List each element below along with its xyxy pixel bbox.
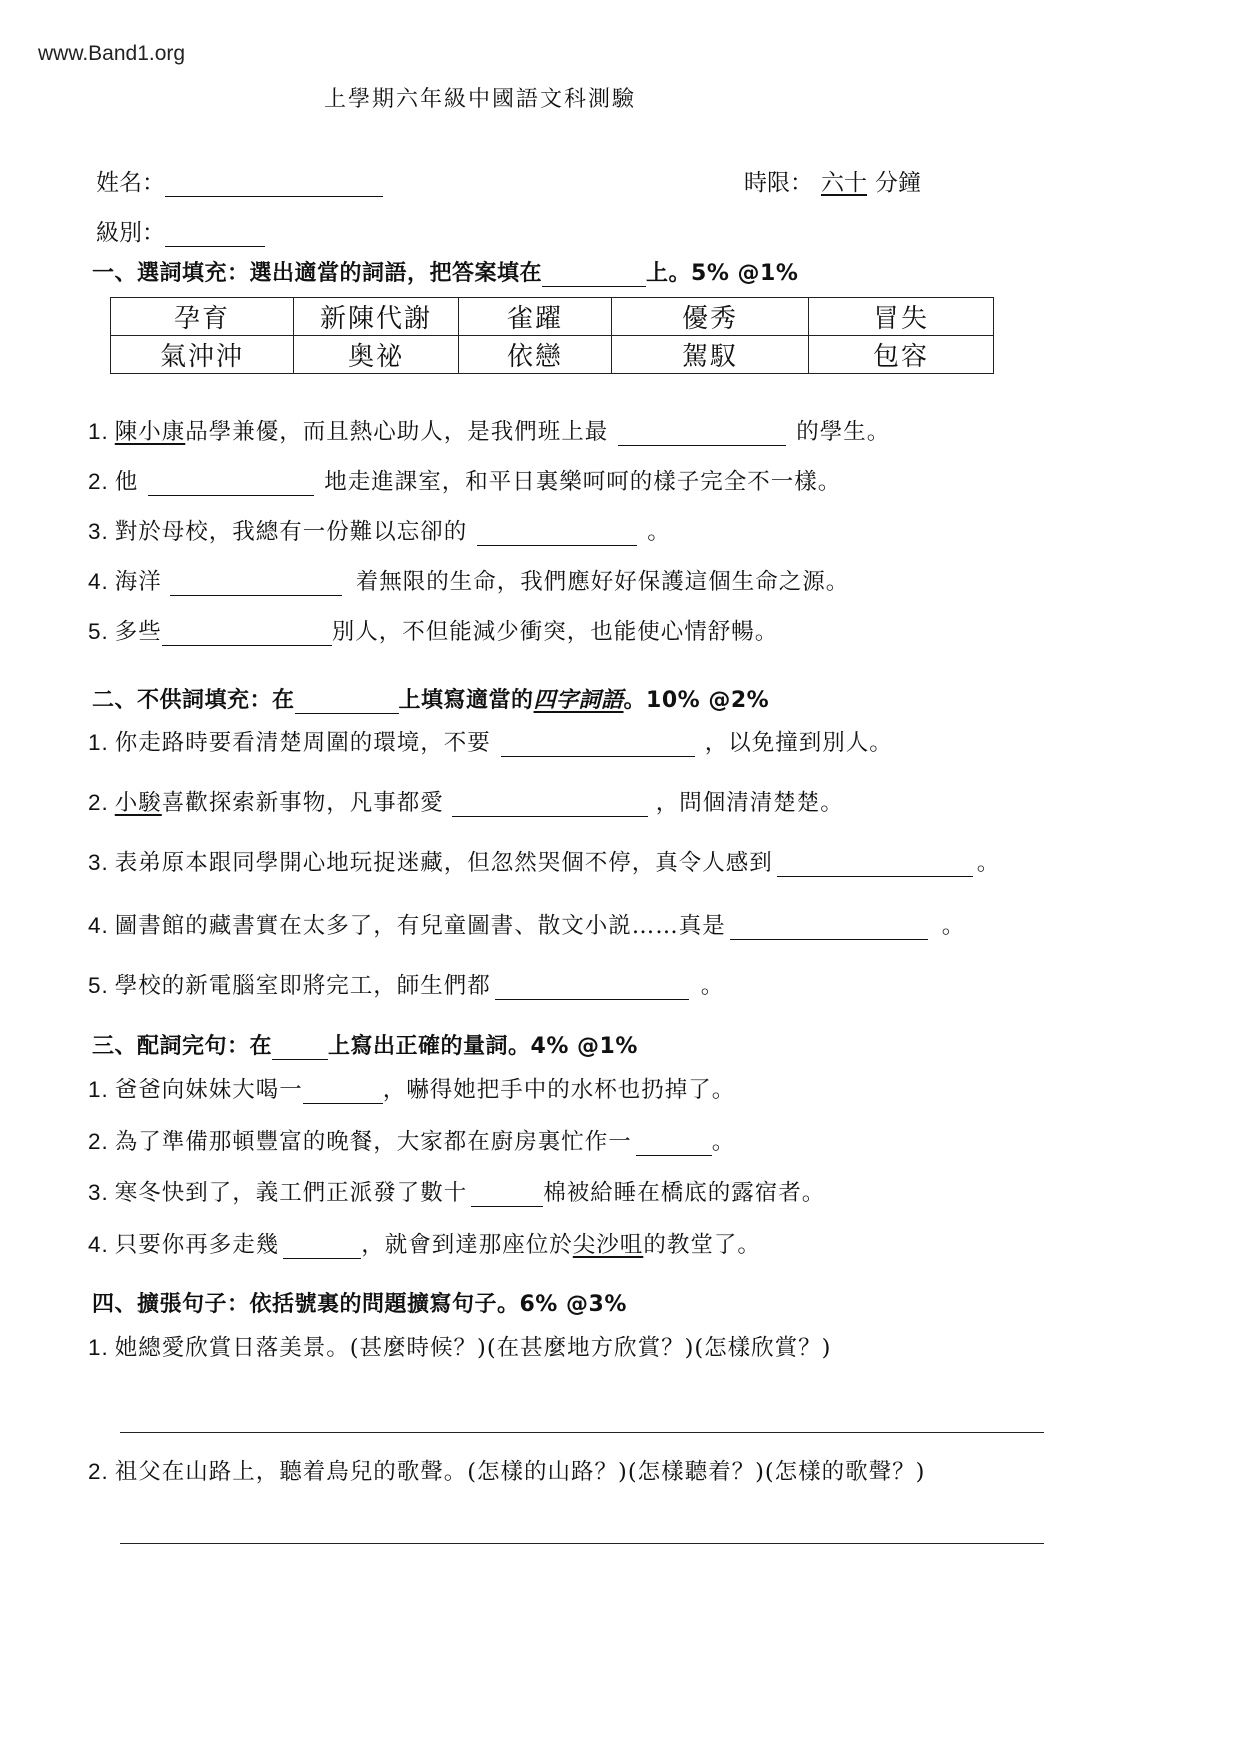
question-text: 表弟原本跟同學開心地玩捉迷藏，但忽然哭個不停，真令人感到	[114, 850, 773, 876]
question-text: 他	[114, 469, 139, 495]
question-text: 喜歡探索新事物，凡事都愛	[161, 790, 444, 816]
question-text: ，嚇得她把手中的水杯也扔掉了。	[382, 1077, 736, 1103]
word-cell: 奥祕	[294, 336, 459, 374]
time-limit	[744, 164, 921, 197]
word-cell: 氣沖沖	[111, 336, 294, 374]
question-number: 4.	[88, 569, 109, 594]
question-text: 的教堂了。	[643, 1232, 761, 1258]
section2-heading-text: 上填寫適當的	[398, 688, 534, 713]
question-number: 4.	[88, 913, 109, 938]
question-text: 的學生。	[796, 419, 891, 445]
name-label: 姓名：	[96, 170, 165, 196]
question-text: 爸爸向妹妹大喝一	[114, 1077, 303, 1103]
s4-question-1	[88, 1330, 831, 1362]
word-cell: 雀躍	[459, 298, 612, 336]
s1-question-3	[88, 514, 671, 546]
s2-question-4	[88, 908, 965, 940]
class-label: 級別：	[96, 220, 165, 246]
question-text: 。	[700, 973, 725, 999]
time-unit: 分鐘	[875, 170, 921, 196]
question-text: 你走路時要看清楚周圍的環境，不要	[114, 730, 491, 756]
question-number: 2.	[88, 469, 109, 494]
s3-question-4	[88, 1227, 761, 1259]
question-text: 她總愛欣賞日落美景。(甚麼時候？)(在甚麼地方欣賞？)(怎樣欣賞？)	[114, 1335, 832, 1361]
s2-question-1	[88, 725, 893, 757]
answer-blank[interactable]	[452, 792, 648, 817]
question-text: 別人，不但能減少衝突，也能使心情舒暢。	[331, 619, 779, 645]
word-bank-row	[111, 336, 994, 374]
question-text: 。	[976, 850, 1001, 876]
question-text: 。	[941, 913, 966, 939]
question-text: 對於母校，我總有一份難以忘卻的	[114, 519, 468, 545]
s1-question-1	[88, 414, 890, 446]
word-cell: 包容	[809, 336, 994, 374]
word-cell: 駕馭	[612, 336, 809, 374]
answer-blank[interactable]	[283, 1234, 361, 1259]
question-text: ，以免撞到別人。	[704, 730, 893, 756]
answer-blank[interactable]	[303, 1079, 383, 1104]
word-cell: 孕育	[111, 298, 294, 336]
question-text: 。	[647, 519, 671, 545]
word-bank-row	[111, 298, 994, 336]
s3-question-1	[88, 1072, 735, 1104]
question-number: 2.	[88, 1459, 109, 1484]
question-number: 1.	[88, 1077, 109, 1102]
question-number: 3.	[88, 850, 109, 875]
question-text: 海洋	[114, 569, 162, 595]
question-text: 着無限的生命，我們應好好保護這個生命之源。	[355, 569, 850, 595]
section4-heading: 四、擴張句子：依括號裏的問題擴寫句子。6% @3%	[92, 1292, 627, 1317]
s3-question-3	[88, 1175, 825, 1207]
website-watermark: www.Band1.org	[38, 42, 186, 65]
question-number: 1.	[88, 419, 109, 444]
word-cell: 依戀	[459, 336, 612, 374]
section3-heading	[92, 1029, 638, 1060]
s1-question-2	[88, 464, 841, 496]
heading-blank	[295, 693, 399, 714]
place-name: 尖沙咀	[572, 1232, 644, 1258]
section1-heading-marks: 上。5% @1%	[646, 261, 799, 286]
section2-heading-text: 二、不供詞填充：在	[92, 688, 295, 713]
question-number: 1.	[88, 730, 109, 755]
question-number: 3.	[88, 519, 109, 544]
proper-name: 小駿	[114, 790, 162, 816]
answer-blank[interactable]	[495, 975, 689, 1000]
answer-blank[interactable]	[148, 471, 314, 496]
question-number: 1.	[88, 1335, 109, 1360]
name-field	[96, 164, 383, 197]
heading-blank	[272, 1039, 328, 1060]
s1-question-5	[88, 614, 778, 646]
section3-heading-text: 三、配詞完句：在	[92, 1034, 273, 1059]
heading-blank	[542, 266, 646, 287]
word-cell: 新陳代謝	[294, 298, 459, 336]
proper-name: 陳小康	[114, 419, 186, 445]
s2-question-2	[88, 785, 844, 817]
class-blank[interactable]	[165, 222, 265, 247]
answer-blank[interactable]	[618, 421, 786, 446]
section1-heading-text: 一、選詞填充：選出適當的詞語，把答案填在	[92, 261, 543, 286]
answer-blank[interactable]	[730, 915, 928, 940]
answer-blank[interactable]	[636, 1131, 712, 1156]
answer-blank[interactable]	[777, 852, 973, 877]
name-blank[interactable]	[165, 172, 383, 197]
question-text: ，問個清清楚楚。	[655, 790, 844, 816]
s2-question-5	[88, 968, 724, 1000]
answer-blank[interactable]	[170, 571, 342, 596]
time-label: 時限：	[744, 170, 813, 196]
word-cell: 優秀	[612, 298, 809, 336]
question-number: 4.	[88, 1232, 109, 1257]
emphasis-text: 四字詞語	[533, 688, 624, 713]
answer-blank[interactable]	[471, 1182, 543, 1207]
answer-blank[interactable]	[162, 621, 332, 646]
question-text: 多些	[114, 619, 162, 645]
question-text: 只要你再多走幾	[114, 1232, 280, 1258]
word-cell: 冒失	[809, 298, 994, 336]
time-value: 六十	[821, 170, 867, 196]
question-number: 2.	[88, 1129, 109, 1154]
answer-line[interactable]	[120, 1543, 1044, 1544]
question-text: 。	[711, 1129, 736, 1155]
question-text: 棉被給睡在橋底的露宿者。	[543, 1180, 826, 1206]
class-field	[96, 214, 265, 247]
question-text: 為了準備那頓豐富的晚餐，大家都在廚房裏忙作一	[114, 1129, 632, 1155]
question-number: 2.	[88, 790, 109, 815]
s4-question-2	[88, 1454, 925, 1486]
question-text: ，就會到達那座位於	[361, 1232, 573, 1258]
answer-line[interactable]	[120, 1432, 1044, 1433]
s3-question-2	[88, 1124, 735, 1156]
s2-question-3	[88, 845, 1000, 877]
question-number: 3.	[88, 1180, 109, 1205]
answer-blank[interactable]	[477, 521, 637, 546]
question-text: 圖書館的藏書實在太多了，有兒童圖書、散文小説……真是	[114, 913, 726, 939]
section2-heading-marks: 。10% @2%	[623, 688, 770, 713]
question-text: 地走進課室，和平日裏樂呵呵的樣子完全不一樣。	[324, 469, 842, 495]
section3-heading-marks: 上寫出正確的量詞。4% @1%	[328, 1034, 638, 1059]
question-number: 5.	[88, 973, 109, 998]
question-text: 寒冬快到了，義工們正派發了數十	[114, 1180, 468, 1206]
s1-question-4	[88, 564, 849, 596]
section1-heading	[92, 256, 798, 287]
section2-heading	[92, 683, 769, 714]
question-text: 祖父在山路上，聽着鳥兒的歌聲。(怎樣的山路？)(怎樣聽着？)(怎樣的歌聲？)	[114, 1459, 926, 1485]
question-number: 5.	[88, 619, 109, 644]
question-text: 品學兼優，而且熱心助人，是我們班上最	[185, 419, 609, 445]
word-bank-table	[110, 297, 994, 374]
page-title: 上學期六年級中國語文科測驗	[323, 87, 636, 112]
question-text: 學校的新電腦室即將完工，師生們都	[114, 973, 491, 999]
answer-blank[interactable]	[501, 732, 695, 757]
